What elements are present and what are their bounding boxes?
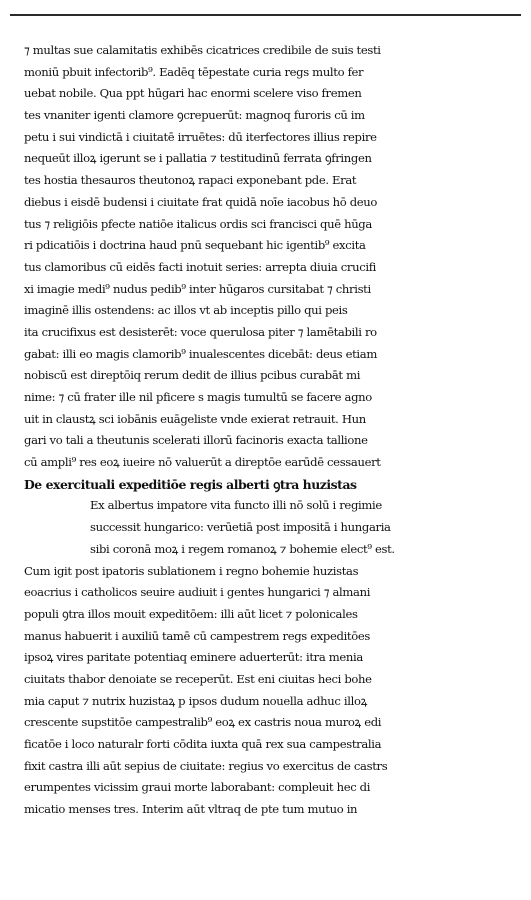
text-line-4: tes vnaniter igenti clamore ꝯcrepuerūt: magnoq furoris cū im [24,108,365,123]
text-line-16: nobiscū est direptōiq rerum dedit de illius pcibus curabāt mi [24,368,361,383]
text-line-33: ficatōe i loco naturalr forti cōdita iuxta quā rex sua campestralia [24,737,382,751]
incunabula-text-block [24,40,510,821]
text-line-10: ri pdicatiōis i doctrina haud pnū sequebant hic igentib⁹ excita [24,238,366,253]
text-line-31: mia caput ⁊ nutrix huzistaꝝ p ipsos dudum nouella adhuc illoꝝ [24,693,367,708]
text-line-7: tes hostia thesauros theutonoꝝ rapaci exponebant pde. Erat [24,173,357,188]
text-line-2: moniū pbuit infectorib⁹. Eadēq tēpestate curia regs multo fer [24,64,364,79]
chapter-heading: De exercituali expeditiōe regis alberti ꝯtra huzistas [24,476,357,492]
text-line-8: diebus i eisdē budensi i ciuitate frat quidā noīe iacobus hō deuo [24,194,378,209]
text-line-29: ipsoꝝ vires paritate potentiaq eminere aduerterūt: itra menia [24,650,363,665]
text-line-9: tus ⁊ religiōis pfecte natiōe italicus ordis sci francisci quē hūga [24,216,372,231]
text-line-27: populi ꝯtra illos mouit expeditōem: illi aūt licet ⁊ polonicales [24,606,358,621]
text-line-34: fixit castra illi aūt sepius de ciuitate: regius vo exercitus de castrs [24,758,388,773]
text-line-30: ciuitats thabor denoiate se receperūt. Est eni ciuitas heci bohe [24,671,372,686]
text-line-32: crescente supstitōe campestralib⁹ eoꝝ ex castris noua muroꝝ edi [24,715,382,730]
text-line-15: gabat: illi eo magis clamorib⁹ inualescentes dicebāt: deus etiam [24,346,377,361]
text-line-23: successit hungarico: verūetiā post impositā i hungaria [90,520,391,535]
text-line-11: tus clamoribus cū eidēs facti inotuit series: arrepta diuia crucifi [24,259,376,274]
text-line-26: eoacrius i catholicos seuire audiuit i gentes hungarici ⁊ almani [24,585,371,600]
top-rule [10,14,521,16]
text-line-25: Cum igit post ipatoris sublationem i regno bohemie huzistas [24,563,359,578]
text-line-19: gari vo tali a theutunis scelerati illorū facinoris exacta tallione [24,433,368,448]
text-line-6: nequeūt illoꝝ igerunt se i pallatia ⁊ testitudinū ferrata ꝯfringen [24,151,372,166]
text-line-12: xi imagie medi⁹ nudus pedib⁹ inter hūgaros cursitabat ⁊ christi [24,281,371,296]
text-line-1: ⁊ multas sue calamitatis exhibēs cicatrices credibile de suis testi [24,43,381,57]
text-line-17: nime: ⁊ cū frater ille nil pficere s magis tumultū se facere agno [24,390,372,404]
text-line-13: imaginē illis ostendens: ac illos vt ab inceptis pillo qui peis [24,303,348,318]
text-line-14: ita crucifixus est desisterēt: voce querulosa piter ⁊ lamētabili ro [24,324,377,339]
text-line-35: erumpentes vicissim graui morte laborabant: compleuit hec di [24,780,371,795]
text-line-5: petu i sui vindictā i ciuitatē irruētes: dū iterfectores illius repire [24,129,377,144]
text-line-28: manus habuerit i auxiliū tamē cū campestrem regs expeditōes [24,628,370,643]
text-line-22: Ex albertus impatore vita functo illi nō solū i regimie [90,498,382,513]
text-line-24: sibi coronā moꝝ i regem romanoꝝ ⁊ bohemie elect⁹ est. [90,541,395,556]
text-line-3: uebat nobile. Qua ppt hūgari hac enormi scelere viso fremen [24,86,362,101]
text-line-36: micatio menses tres. Interim aūt vltraq de pte tum mutuo in [24,802,358,817]
text-line-18: uit in claustꝝ sci iobānis euāgeliste vnde exierat retrauit. Hun [24,411,366,426]
text-line-20: cū ampli⁹ res eoꝝ iueire nō valuerūt a direptōe earūdē cessauert [24,455,381,470]
